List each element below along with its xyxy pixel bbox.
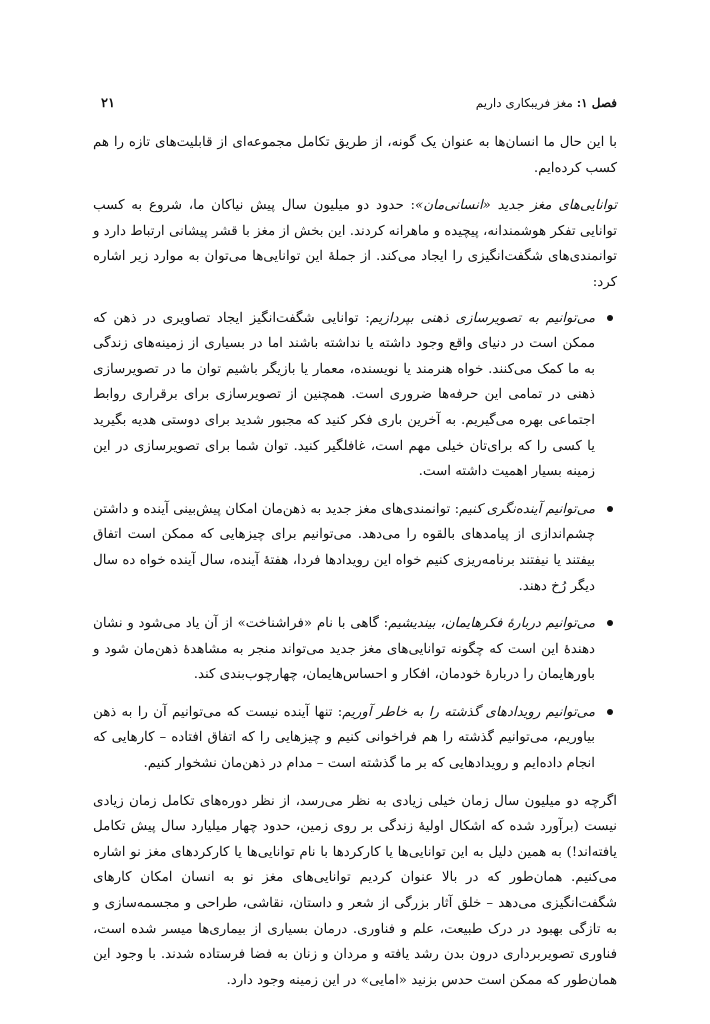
bullet-icon bbox=[607, 506, 613, 512]
list-item-text: : تنها آینده نیست که می‌توانیم آن را به ذهن بیاوریم، می‌توانیم گذشته را هم فراخوانی کنیم و چیزهایی را که اتفاق افتاده – کارهایی که انجام داده‌ایم و رویدادهایی که بر ما گذشته است – مدام در ذهن‌مان نشخوار کنیم. bbox=[93, 704, 595, 772]
paragraph-new-brain-lead: توانایی‌های مغز جدید «انسانی‌مان» bbox=[415, 198, 617, 214]
chapter-heading bbox=[476, 96, 617, 110]
bullet-icon bbox=[607, 620, 613, 626]
list-item-lead: می‌توانیم رویدادهای گذشته را به خاطر آوریم bbox=[342, 704, 596, 720]
list-item bbox=[93, 497, 617, 599]
bullet-icon bbox=[607, 315, 613, 321]
list-item-text: : توانمندی‌های مغز جدید به ذهن‌مان امکان پیش‌بینی آینده و داشتن چشم‌اندازی از پیامدهای بالقوه را می‌دهد. می‌توانیم برای چیزهایی که ممکن است اتفاق بیفتند یا نیفتند برنامه‌ریزی کنیم خواه این رویدادها فردا، هفتهٔ آینده، سال آینده خواه ده سال دیگر رُخ دهند. bbox=[93, 501, 595, 594]
list-item-lead: می‌توانیم به تصویرسازی ذهنی بپردازیم bbox=[369, 310, 595, 326]
paragraph-conclusion: اگرچه دو میلیون سال زمان خیلی زیادی به نظر می‌رسد، از نظر دوره‌های تکامل زمان زیادی نیست (برآورد شده که اشکال اولیهٔ زندگی بر روی زمین، حدود چهار میلیارد سال پیش تکامل یافته‌اند!) به همین دلیل به این توانایی‌ها یا کارکردها با نام توانایی‌ها یا کارکردهای مغز نو اشاره می‌کنیم. همان‌طور که در بالا عنوان کردیم توانایی‌های مغز نو به انسان امکان کارهای شگفت‌انگیزی می‌دهد – خلق آثار بزرگی از شعر و داستان، نقاشی، طراحی و مجسمه‌سازی و به تازگی بهبود در درک طبیعت، علم و فناوری. درمان بسیاری از بیماری‌ها میسر شده است، فناوری تصویربرداری درون بدن رشد یافته و مردان و زنان به فضا فرستاده شدند. با وجود این همان‌طور که ممکن است حدس بزنید «امایی» در این زمینه وجود دارد. bbox=[93, 793, 617, 988]
list-item-lead: می‌توانیم آینده‌نگری کنیم bbox=[459, 501, 595, 517]
chapter-title: مغز فریبکاری داریم bbox=[475, 96, 573, 110]
running-header bbox=[93, 93, 617, 113]
chapter-label: فصل ۱: bbox=[576, 96, 617, 110]
list-item-text: : توانایی شگفت‌انگیز ایجاد تصاویری در ذهن که ممکن است در دنیای واقع وجود داشته یا نداشته باشند اما در بسیاری از زمینه‌های زندگی به ما کمک می‌کنند. خواه هنرمند یا نویسنده، معمار یا بازیگر باشیم توان ما در تصویرسازی ذهنی در تمامی این حرفه‌ها ضروری است. همچنین از تصویرسازی برای برقراری روابط اجتماعی بهره می‌گیریم. به آخرین باری فکر کنید که مجبور شدید برای دوستی هدیه بگیرید یا کسی را که برای‌تان خیلی مهم است، غافلگیر کنید. توان شما برای تصویرسازی در این زمینه بسیار اهمیت داشته است. bbox=[93, 310, 595, 480]
list-item bbox=[93, 306, 617, 485]
body-text bbox=[93, 130, 617, 1003]
paragraph-new-brain bbox=[93, 193, 617, 295]
list-item-lead: می‌توانیم دربارهٔ فکرهایمان، بیندیشیم bbox=[388, 616, 596, 632]
bullet-icon bbox=[607, 709, 613, 715]
list-item bbox=[93, 611, 617, 688]
paragraph-new-brain-text: : حدود دو میلیون سال پیش نیاکان ما، شروع به کسب توانایی تفکر هوشمندانه، پیچیده و ماهرانه کردند. این بخش از مغز با قشر پیشانی ارتباط دارد و توانمندی‌های شگفت‌انگیزی را ایجاد می‌کند. از جملهٔ این توانایی‌ها می‌توان به موارد زیر اشاره کرد: bbox=[93, 198, 617, 290]
list-item bbox=[93, 700, 617, 777]
abilities-list bbox=[93, 306, 617, 777]
list-item-text: : گاهی با نام «فراشناخت» از آن یاد می‌شود و نشان دهندهٔ این است که چگونه توانایی‌های مغز جدید می‌تواند منجر به مشاهدهٔ ذهن‌مان شود و باورهایمان را دربارهٔ خودمان، افکار و احساس‌هایمان، چهارچوب‌بندی کند. bbox=[93, 616, 595, 683]
page-number: ۲۱ bbox=[101, 95, 115, 111]
paragraph-intro: با این حال ما انسان‌ها به عنوان یک گونه، از طریق تکامل مجموعه‌ای از قابلیت‌های تازه را هم کسب کرده‌ایم. bbox=[93, 135, 617, 176]
